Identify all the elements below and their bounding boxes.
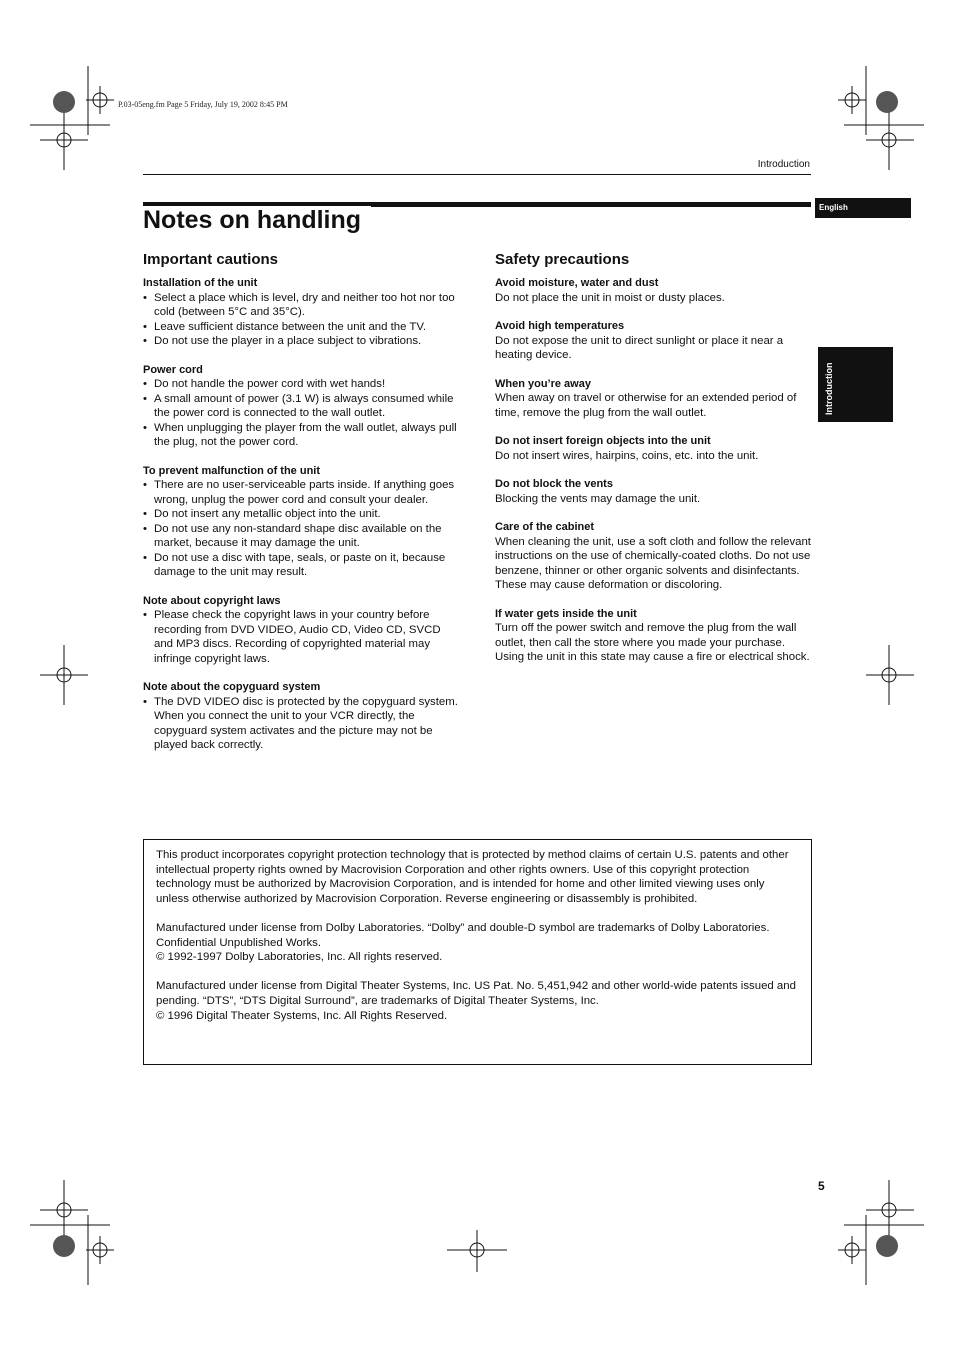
list-item: • Select a place which is level, dry and neither too hot nor too cold (between 5°C and 35°C).	[143, 291, 461, 320]
dts-copyright: © 1996 Digital Theater Systems, Inc. All Rights Reserved.	[156, 1009, 448, 1022]
subsection-heading: Do not block the vents	[495, 478, 613, 490]
copyguard-section	[143, 680, 461, 753]
page-number: 5	[818, 1179, 825, 1193]
power-cord-section	[143, 363, 461, 450]
dolby-copyright: © 1992-1997 Dolby Laboratories, Inc. All rights reserved.	[156, 951, 443, 964]
subsection-text: Do not insert wires, hairpins, coins, etc. into the unit.	[495, 449, 759, 462]
dolby-confidential: Confidential Unpublished Works.	[156, 936, 322, 949]
subsection-heading: Avoid high temperatures	[495, 320, 625, 332]
important-cautions-heading: Important cautions	[143, 251, 279, 268]
subsection-heading: Care of the cabinet	[495, 521, 595, 533]
list-item: • Do not use any non-standard shape disc available on the market, because it may damage the unit.	[143, 522, 461, 551]
subsection-heading: Power cord	[143, 363, 203, 376]
installation-section	[143, 276, 461, 349]
moisture-section	[495, 276, 811, 305]
list-item: • Please check the copyright laws in your country before recording from DVD VIDEO, Audio CD, Video CD, SVCD and MP3 discs. Recording of copyrighted material may infringe copyright laws.	[143, 608, 461, 666]
page-title: Notes on handling	[143, 206, 371, 235]
list-item: • The DVD VIDEO disc is protected by the copyguard system. When you connect the unit to your VCR directly, the copyguard system activates and the picture may not be played back correctly.	[143, 695, 461, 753]
dts-notice: Manufactured under license from Digital Theater Systems, Inc. US Pat. No. 5,451,942 and other world-wide patents issued and pending. “DTS”, “DTS Digital Surround”, are trademarks of Digital Theater Systems, Inc.	[156, 980, 796, 1007]
safety-precautions-heading: Safety precautions	[495, 251, 630, 268]
subsection-text: Blocking the vents may damage the unit.	[495, 492, 701, 505]
legal-notice-box	[143, 839, 812, 1065]
list-item: • Do not insert any metallic object into the unit.	[143, 507, 461, 522]
important-cautions-column	[143, 250, 461, 767]
subsection-text: Do not expose the unit to direct sunlight or place it near a heating device.	[495, 334, 784, 361]
copyright-laws-section	[143, 594, 461, 667]
vents-section	[495, 477, 811, 506]
subsection-text: Turn off the power switch and remove the plug from the wall outlet, then call the store where you made your purchase. Using the unit in this state may cause a fire or electrical shock.	[495, 622, 810, 663]
list-item: • Do not use the player in a place subject to vibrations.	[143, 334, 461, 349]
subsection-heading: If water gets inside the unit	[495, 607, 637, 620]
safety-precautions-column	[495, 250, 811, 679]
away-section	[495, 377, 811, 421]
print-info: P.03-05eng.fm Page 5 Friday, July 19, 2002 8:45 PM	[118, 100, 288, 109]
subsection-heading: When you’re away	[495, 377, 591, 390]
list-item: • A small amount of power (3.1 W) is always consumed while the power cord is connected to the wall outlet.	[143, 392, 461, 421]
subsection-text: Do not place the unit in moist or dusty places.	[495, 291, 725, 304]
subsection-heading: To prevent malfunction of the unit	[143, 464, 321, 477]
cabinet-section	[495, 520, 811, 593]
list-item: • Do not handle the power cord with wet hands!	[143, 377, 461, 392]
chapter-tab-label: Introduction	[824, 362, 834, 415]
temperature-section	[495, 319, 811, 363]
subsection-heading: Avoid moisture, water and dust	[495, 277, 659, 289]
subsection-text: When away on travel or otherwise for an extended period of time, remove the plug from the wall outlet.	[495, 392, 797, 419]
subsection-heading: Do not insert foreign objects into the unit	[495, 435, 711, 447]
language-tab: English	[815, 198, 911, 218]
list-item: • There are no user-serviceable parts inside. If anything goes wrong, unplug the power cord and consult your dealer.	[143, 478, 461, 507]
dolby-notice: Manufactured under license from Dolby Laboratories. “Dolby” and double-D symbol are trademarks of Dolby Laboratories.	[156, 921, 770, 934]
list-item: • Do not use a disc with tape, seals, or paste on it, because damage to the unit may result.	[143, 551, 461, 580]
foreign-objects-section	[495, 434, 811, 463]
subsection-text: When cleaning the unit, use a soft cloth and follow the relevant instructions on the use of chemically-coated cloths. Do not use benzene, thinner or other organic solvents and disinfectants. These may cause deformation or discoloring.	[495, 535, 811, 591]
subsection-heading: Installation of the unit	[143, 277, 258, 289]
malfunction-section	[143, 464, 461, 580]
section-header: Introduction	[757, 159, 810, 170]
list-item: • When unplugging the player from the wall outlet, always pull the plug, not the power cord.	[143, 421, 461, 450]
macrovision-notice: This product incorporates copyright protection technology that is protected by method claims of certain U.S. patents and other intellectual property rights owned by Macrovision Corporation and other rights owners. Use of this copyright protection technology must be authorized by Macrovision Corporation, and is intended for home and other limited viewing uses only unless otherwise authorized by Macrovision Corporation. Reverse engineering or disassembly is prohibited.	[156, 849, 789, 905]
water-section	[495, 607, 811, 665]
header-rule	[143, 174, 811, 175]
chapter-tab	[818, 347, 893, 422]
subsection-heading: Note about copyright laws	[143, 594, 281, 607]
list-item: • Leave sufficient distance between the unit and the TV.	[143, 320, 461, 335]
subsection-heading: Note about the copyguard system	[143, 681, 321, 693]
